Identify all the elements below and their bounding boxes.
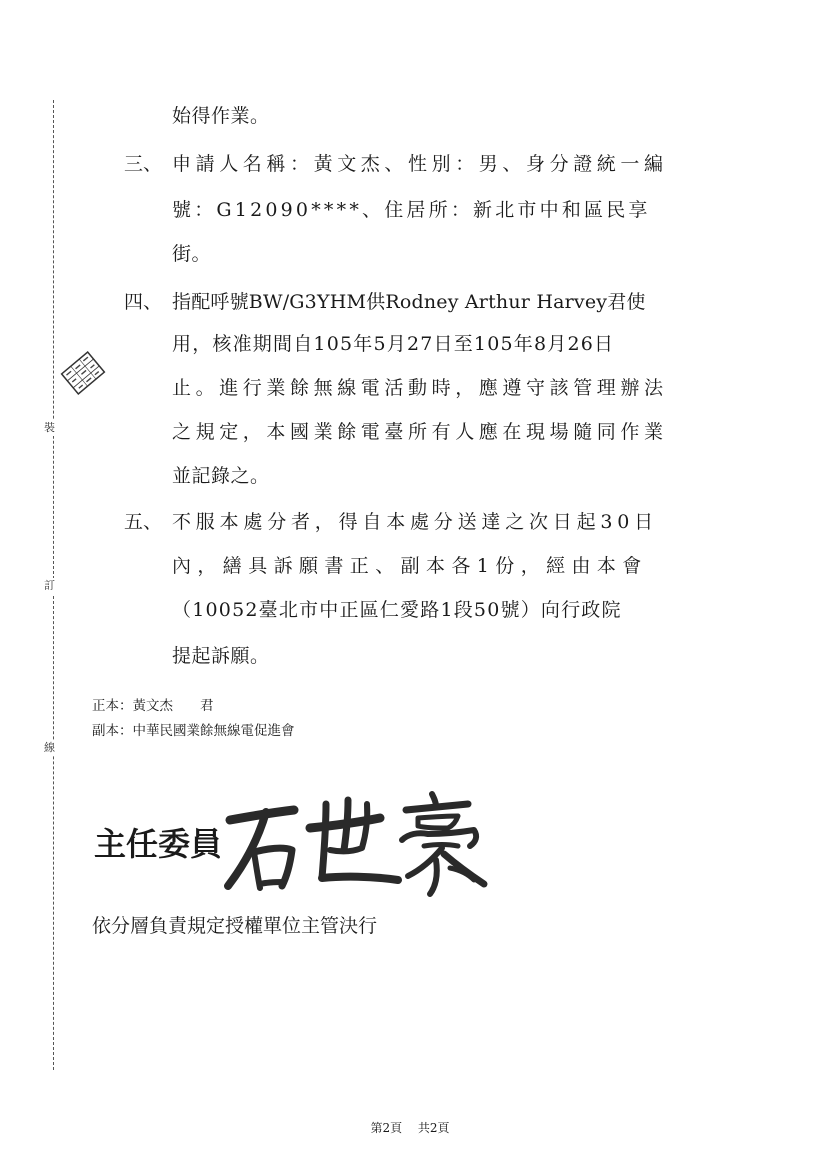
paragraph-line: 街。 — [172, 243, 212, 265]
paragraph-line: 並記錄之。 — [172, 465, 270, 487]
paragraph-line: 之規定，本國業餘電臺所有人應在現場隨同作業 — [172, 421, 668, 443]
continued-line: 始得作業。 — [172, 105, 270, 127]
paragraph-line: 不服本處分者，得自本處分送達之次日起30日 — [172, 511, 658, 533]
paragraph-line: 止。進行業餘無線電活動時，應遵守該管理辦法 — [172, 377, 668, 399]
item-number: 三、 — [124, 153, 163, 175]
paragraph-line: 號：G12090****、住居所：新北市中和區民享 — [172, 199, 651, 221]
paragraph-line: 內，繕具訴願書正、副本各1份，經由本會 — [172, 555, 648, 577]
binding-mark: 線 — [44, 741, 55, 754]
page-current: 第2頁 — [370, 1121, 403, 1135]
signer-title: 主任委員 — [94, 825, 223, 863]
cc-original: 正本：黃文杰 君 — [92, 698, 214, 714]
item-number: 五、 — [124, 511, 163, 533]
paragraph-line: （10052臺北市中正區仁愛路1段50號）向行政院 — [172, 599, 622, 621]
paragraph-line: 提起訴願。 — [172, 645, 270, 667]
page-total: 共2頁 — [417, 1121, 450, 1135]
page-number — [0, 1120, 820, 1136]
paragraph-line: 申請人名稱：黃文杰、性別：男、身分證統一編 — [172, 153, 668, 175]
delegation-note: 依分層負責規定授權單位主管決行 — [92, 915, 378, 937]
receipt-stamp-icon — [58, 348, 108, 398]
binding-mark: 訂 — [44, 579, 55, 592]
signature-icon — [222, 790, 492, 900]
item-number: 四、 — [124, 291, 163, 313]
paragraph-line: 指配呼號BW/G3YHM供Rodney Arthur Harvey君使 — [172, 291, 646, 313]
cc-copy: 副本：中華民國業餘無線電促進會 — [92, 723, 295, 739]
binding-mark: 裝 — [44, 421, 55, 434]
paragraph-line: 用，核准期間自105年5月27日至105年8月26日 — [172, 333, 615, 355]
